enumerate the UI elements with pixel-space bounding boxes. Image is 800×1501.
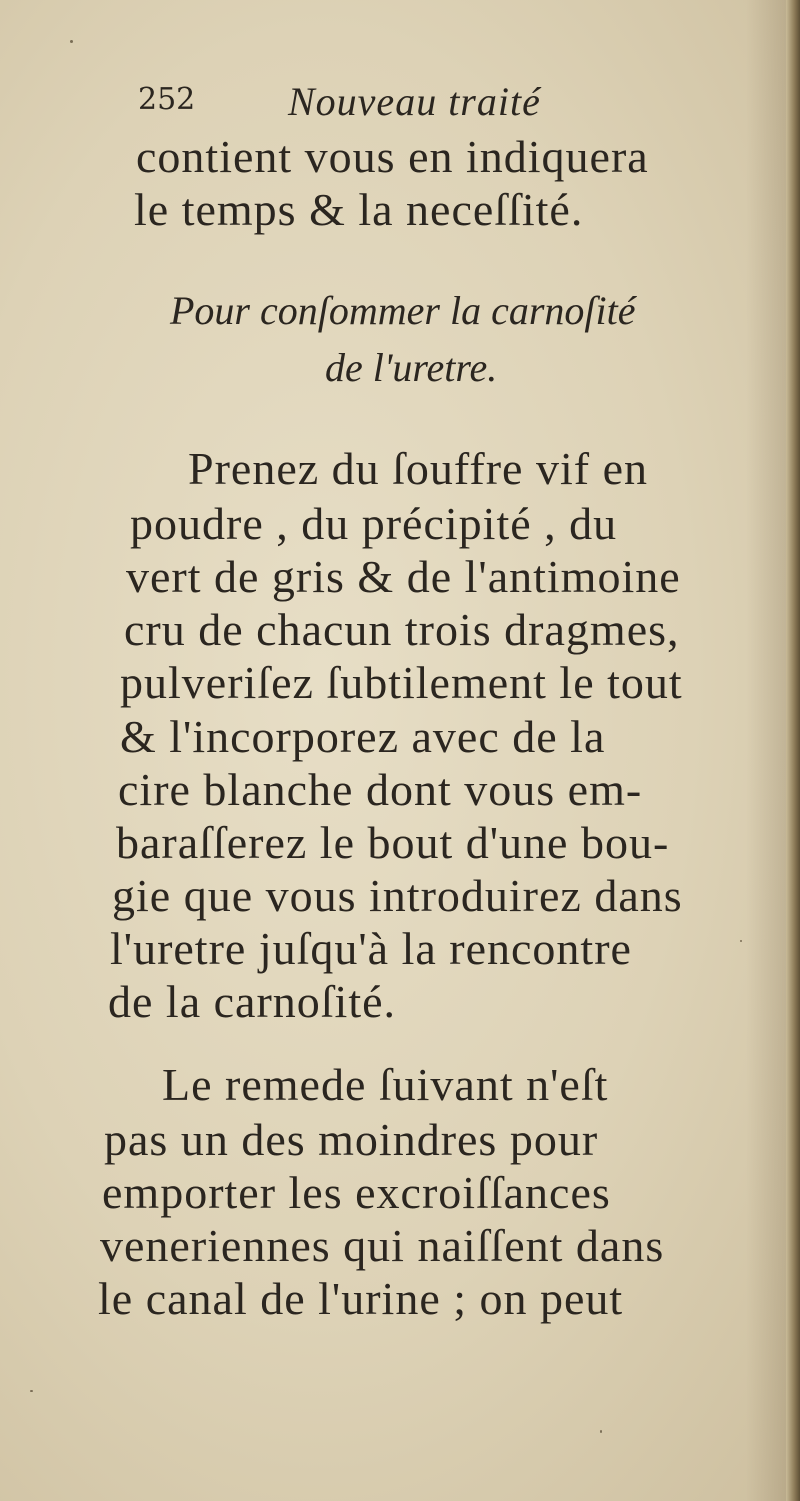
paper-speck [600, 1430, 602, 1433]
text-line: poudre , du précipité , du [130, 498, 618, 549]
page-number: 252 [138, 82, 196, 117]
text-line: le temps & la neceſſité. [134, 184, 584, 235]
text-line: cru de chacun trois dragmes, [124, 604, 680, 655]
paper-speck [740, 940, 742, 942]
text-line: emporter les excroiſſances [102, 1167, 611, 1218]
heading-line: de l'uretre. [325, 345, 498, 390]
page-header [138, 78, 608, 128]
text-line: cire blanche dont vous em- [118, 764, 643, 815]
page-fold-shadow [746, 0, 786, 1501]
text-line: Prenez du ſouffre vif en [188, 443, 648, 494]
text-line: contient vous en indiquera [136, 131, 649, 182]
text-line: l'uretre juſqu'à la rencontre [110, 923, 632, 974]
text-line: de la carnoſité. [108, 976, 397, 1027]
text-line: veneriennes qui naiſſent dans [100, 1220, 665, 1271]
text-line: baraſſerez le bout d'une bou- [116, 817, 670, 868]
paper-speck [30, 1390, 33, 1392]
text-line: & l'incorporez avec de la [120, 711, 606, 762]
text-line: pulveriſez ſubtilement le tout [120, 657, 683, 708]
heading-line: Pour conſommer la carnoſité [170, 288, 636, 333]
text-line: gie que vous introduirez dans [112, 870, 683, 921]
paper-speck [70, 40, 73, 43]
text-line: Le remede ſuivant n'eſt [162, 1059, 609, 1110]
text-line: vert de gris & de l'antimoine [126, 551, 681, 602]
running-title: Nouveau traité [288, 79, 541, 124]
text-line: le canal de l'urine ; on peut [98, 1273, 624, 1324]
page-edge [786, 0, 800, 1501]
text-line: pas un des moindres pour [104, 1114, 599, 1165]
